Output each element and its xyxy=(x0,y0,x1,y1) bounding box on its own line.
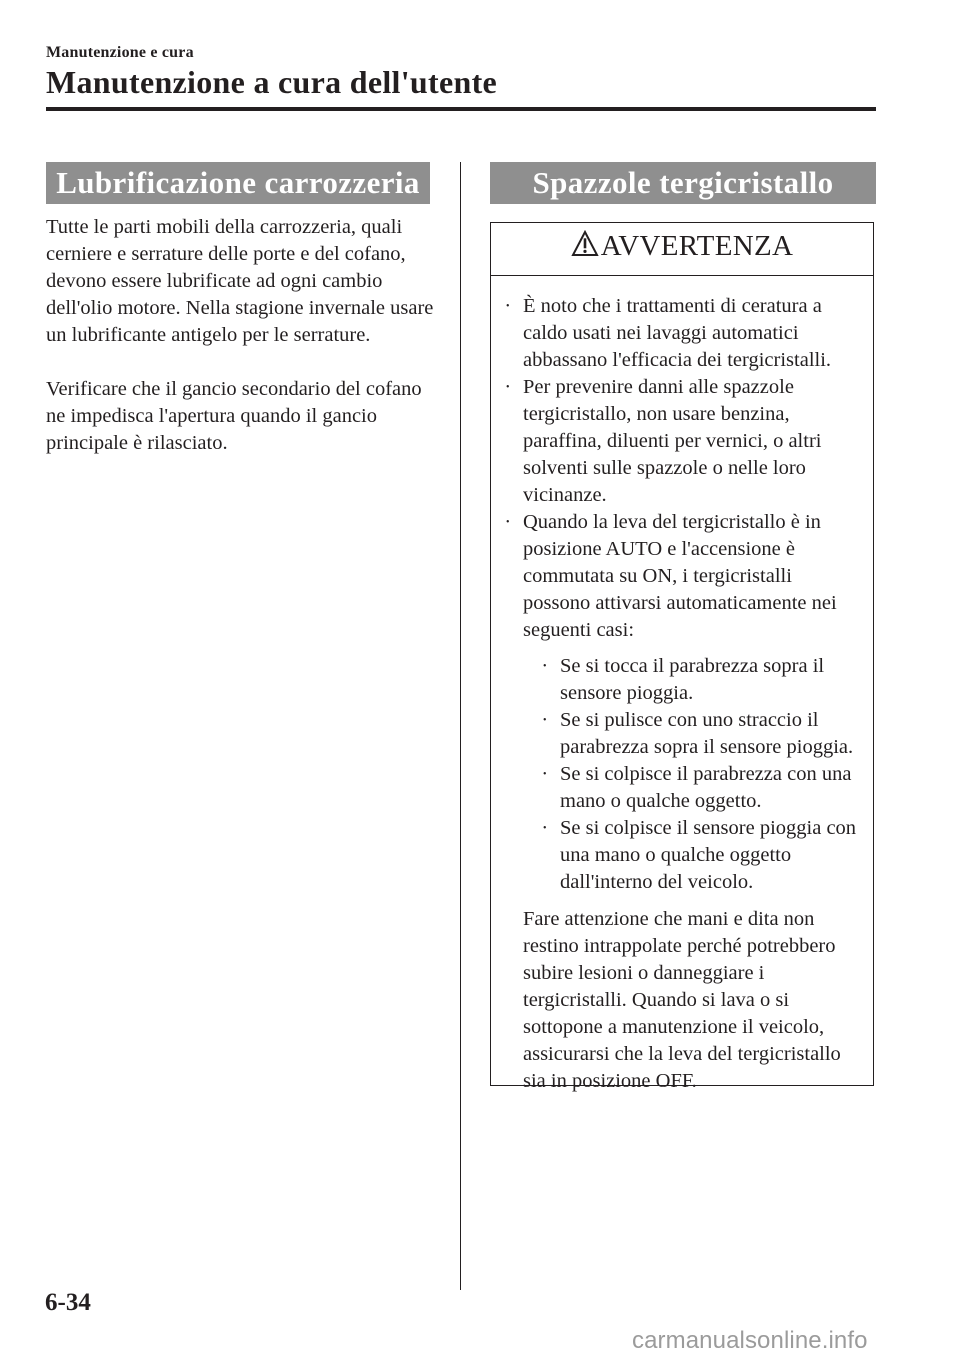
warning-bullet xyxy=(506,374,863,509)
page-number: 6-34 xyxy=(45,1289,91,1316)
header-rule xyxy=(46,107,876,111)
warning-triangle-icon xyxy=(571,230,599,258)
warning-sub-bullet-text: Se si colpisce il parabrezza con una mano o qualche oggetto. xyxy=(560,763,852,812)
warning-note: Fare attenzione che mani e dita non restino intrappolate perché potrebbero subire lesioni o danneggiare i tergicristalli. Quando si lava o si sottopone a manutenzione il veicolo, assicurarsi che la leva del tergicristallo sia in posizione OFF. xyxy=(523,908,841,1092)
warning-box xyxy=(490,222,874,1092)
column-divider xyxy=(460,162,461,1290)
warning-bullet xyxy=(506,293,863,374)
warning-sub-bullet xyxy=(543,653,863,707)
left-paragraph: Verificare che il gancio secondario del cofano ne impedisca l'apertura quando il gancio principale è rilasciato. xyxy=(46,378,422,454)
watermark-text: carmanualsonline.info xyxy=(632,1327,868,1354)
warning-sub-bullet-text: Se si tocca il parabrezza sopra il sensore pioggia. xyxy=(560,655,825,704)
section-label: Manutenzione e cura xyxy=(46,44,194,61)
left-paragraph: Tutte le parti mobili della carrozzeria, quali cerniere e serrature delle porte e del cofano, devono essere lubrificate ad ogni cambio dell'olio motore. Nella stagione invernale usare un lubrificante antigelo per le serrature. xyxy=(46,216,434,346)
warning-sub-bullet-list xyxy=(543,653,863,896)
warning-bullet xyxy=(506,509,863,896)
right-section-title: Spazzole tergicristallo xyxy=(490,162,876,204)
warning-header xyxy=(491,223,873,265)
page-title: Manutenzione a cura dell'utente xyxy=(46,64,498,100)
warning-sub-bullet xyxy=(543,815,863,896)
warning-bullet-list xyxy=(506,293,863,896)
warning-sub-bullet-text: Se si colpisce il sensore pioggia con una mano o qualche oggetto dall'interno del veicolo. xyxy=(560,817,857,893)
warning-content xyxy=(491,276,873,1095)
left-section-title: Lubrificazione carrozzeria xyxy=(46,162,430,204)
left-section-body xyxy=(46,214,442,457)
warning-bullet-text: È noto che i trattamenti di ceratura a caldo usati nei lavaggi automatici abbassano l'efficacia dei tergicristalli. xyxy=(523,295,832,371)
warning-bullet-text: Per prevenire danni alle spazzole tergicristallo, non usare benzina, paraffina, diluenti per vernici, o altri solventi sulle spazzole o nelle loro vicinanze. xyxy=(523,376,822,506)
warning-sub-bullet-text: Se si pulisce con uno straccio il parabrezza sopra il sensore pioggia. xyxy=(560,709,854,758)
warning-bullet-text: Quando la leva del tergicristallo è in posizione AUTO e l'accensione è commutata su ON, i tergicristalli possono attivarsi automaticamente nei seguenti casi: xyxy=(523,511,837,641)
warning-title: AVVERTENZA xyxy=(600,229,794,262)
warning-sub-bullet xyxy=(543,761,863,815)
warning-sub-bullet xyxy=(543,707,863,761)
